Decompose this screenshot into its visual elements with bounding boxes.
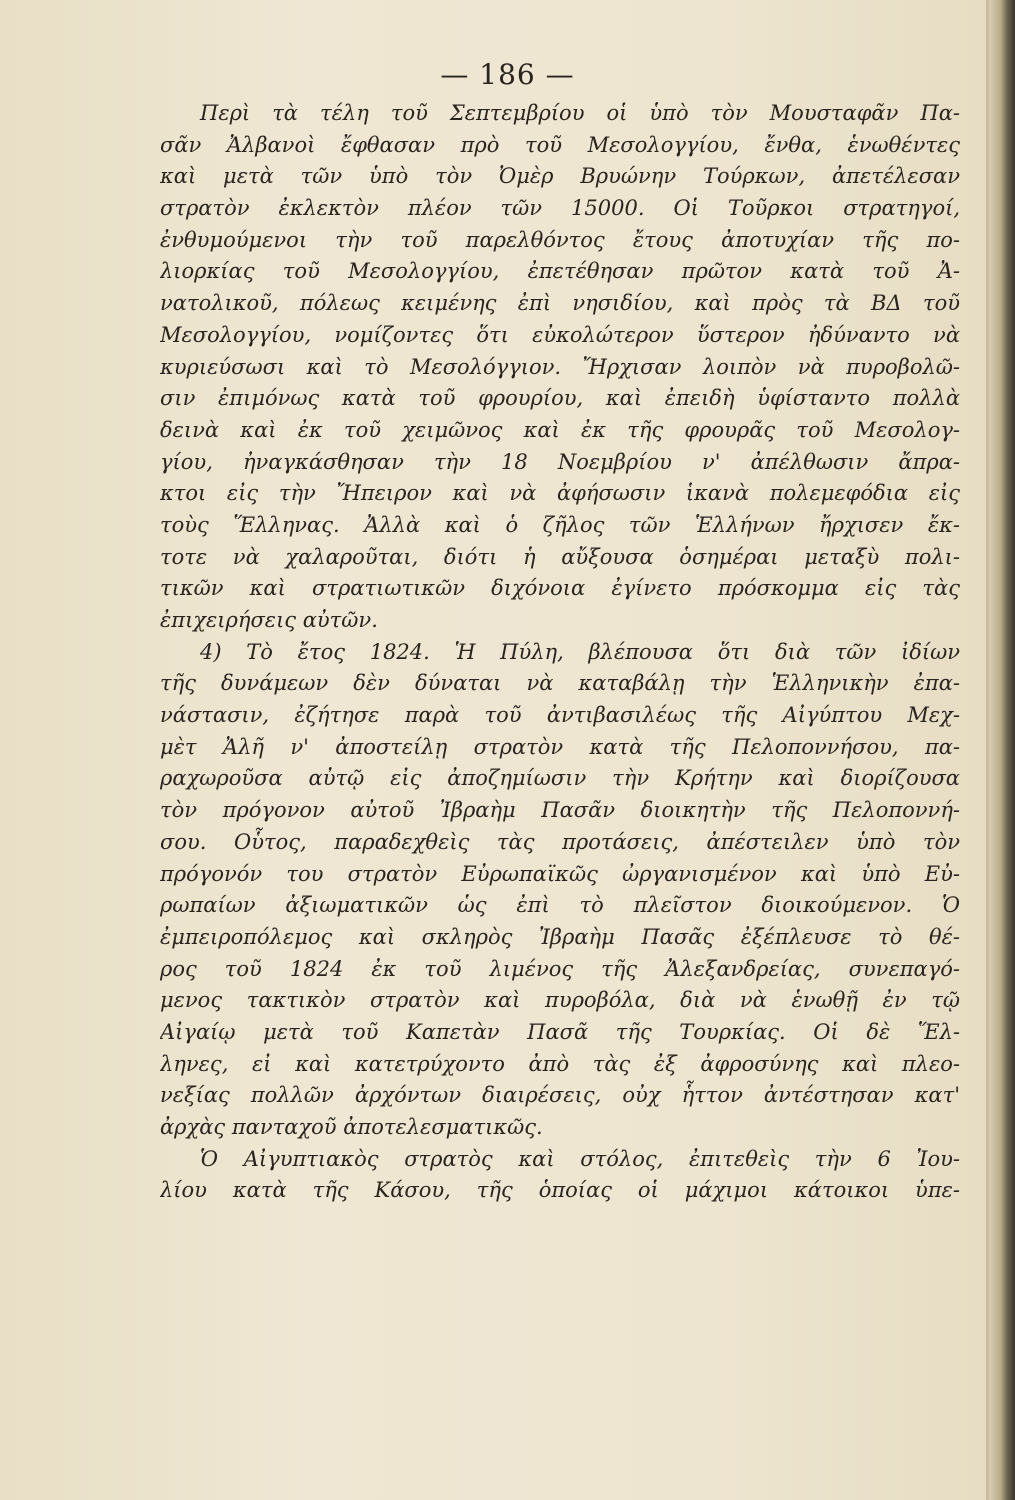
text-line: στρατὸν ἐκλεκτὸν πλέον τῶν 15000. Οἱ Τοῦρκοι στρατηγοί,	[160, 196, 960, 221]
text-line: κυριεύσωσι καὶ τὸ Μεσολόγγιον. Ἤρχισαν λοιπὸν νὰ πυροβολῶ-	[160, 354, 960, 379]
text-line: ἐπιχειρήσεις αὐτῶν.	[160, 608, 378, 632]
text-line: λιορκίας τοῦ Μεσολογγίου, ἐπετέθησαν πρῶτον κατὰ τοῦ Ἀ-	[160, 259, 960, 284]
text-line: Ὁ Αἰγυπτιακὸς στρατὸς καὶ στόλος, ἐπιτεθεὶς τὴν 6 Ἰου-	[200, 1146, 960, 1171]
text-line: ἐνθυμούμενοι τὴν τοῦ παρελθόντος ἔτους ἀποτυχίαν τῆς πο-	[160, 227, 960, 252]
text-line: νεξίας πολλῶν ἀρχόντων διαιρέσεις, οὐχ ἧττον ἀντέστησαν κατ'	[160, 1083, 960, 1108]
text-line: δεινὰ καὶ ἐκ τοῦ χειμῶνος καὶ ἐκ τῆς φρουρᾶς τοῦ Μεσολογ-	[160, 417, 960, 442]
text-line: τοτε νὰ χαλαροῦται, διότι ἡ αὔξουσα ὁσημέραι μεταξὺ πολι-	[160, 544, 960, 569]
text-line: 4) Τὸ ἔτος 1824. Ἡ Πύλη, βλέπουσα ὅτι διὰ τῶν ἰδίων	[200, 639, 960, 664]
text-line: σιν ἐπιμόνως κατὰ τοῦ φρουρίου, καὶ ἐπειδὴ ὑφίσταντο πολλὰ	[160, 386, 960, 411]
text-line: σᾶν Ἀλβανοὶ ἔφθασαν πρὸ τοῦ Μεσολογγίου, ἔνθα, ἑνωθέντες	[160, 132, 960, 157]
text-line: καὶ μετὰ τῶν ὑπὸ τὸν Ὀμὲρ Βρυώνην Τούρκων, ἀπετέλεσαν	[160, 164, 960, 189]
text-line: τικῶν καὶ στρατιωτικῶν διχόνοια ἐγίνετο πρόσκομμα εἰς τὰς	[160, 576, 960, 601]
text-line: γίου, ἠναγκάσθησαν τὴν 18 Νοεμβρίου ν' ἀπέλθωσιν ἄπρα-	[160, 449, 960, 474]
text-line: Αἰγαίῳ μετὰ τοῦ Καπετὰν Πασᾶ τῆς Τουρκίας. Οἱ δὲ Ἕλ-	[160, 1019, 960, 1044]
book-spine	[989, 0, 1015, 1500]
text-line: μενος τακτικὸν στρατὸν καὶ πυροβόλα, διὰ νὰ ἑνωθῇ ἐν τῷ	[160, 988, 960, 1013]
text-line: τῆς δυνάμεων δὲν δύναται νὰ καταβάλῃ τὴν Ἑλληνικὴν ἐπα-	[160, 671, 960, 696]
text-line: ἐμπειροπόλεμος καὶ σκληρὸς Ἰβραὴμ Πασᾶς ἐξέπλευσε τὸ θέ-	[160, 924, 960, 949]
text-line: Μεσολογγίου, νομίζοντες ὅτι εὐκολώτερον ὕστερον ἠδύναντο νὰ	[160, 322, 960, 347]
text-line: νατολικοῦ, πόλεως κειμένης ἐπὶ νησιδίου, καὶ πρὸς τὰ ΒΔ τοῦ	[160, 291, 960, 316]
text-line: λίου κατὰ τῆς Κάσου, τῆς ὁποίας οἱ μάχιμοι κάτοικοι ὑπε-	[160, 1178, 960, 1203]
text-line: μὲτ Ἀλῆ ν' ἀποστείλῃ στρατὸν κατὰ τῆς Πελοποννήσου, πα-	[160, 734, 960, 759]
text-line: ἀρχὰς πανταχοῦ ἀποτελεσματικῶς.	[160, 1115, 543, 1139]
text-line: ληνες, εἰ καὶ κατετρύχοντο ἀπὸ τὰς ἐξ ἀφροσύνης καὶ πλεο-	[160, 1051, 960, 1076]
text-line: πρόγονόν του στρατὸν Εὐρωπαϊκῶς ὠργανισμένον καὶ ὑπὸ Εὐ-	[160, 861, 960, 886]
text-line: νάστασιν, ἐζήτησε παρὰ τοῦ ἀντιβασιλέως τῆς Αἰγύπτου Μεχ-	[160, 703, 960, 728]
text-line: ραχωροῦσα αὐτῷ εἰς ἀποζημίωσιν τὴν Κρήτην καὶ διορίζουσα	[160, 766, 960, 791]
text-line: ρος τοῦ 1824 ἐκ τοῦ λιμένος τῆς Ἀλεξανδρείας, συνεπαγό-	[160, 956, 960, 981]
text-line: σου. Οὗτος, παραδεχθεὶς τὰς προτάσεις, ἀπέστειλεν ὑπὸ τὸν	[160, 829, 960, 854]
text-line: Περὶ τὰ τέλη τοῦ Σεπτεμβρίου οἱ ὑπὸ τὸν Μουσταφᾶν Πα-	[200, 101, 960, 125]
text-line: ρωπαίων ἀξιωματικῶν ὡς ἐπὶ τὸ πλεῖστον διοικούμενον. Ὁ	[160, 893, 960, 918]
text-line: τὸν πρόγονον αὐτοῦ Ἰβραὴμ Πασᾶν διοικητὴν τῆς Πελοποννή-	[160, 798, 960, 823]
page-number: — 186 —	[440, 58, 575, 91]
text-line: τοὺς Ἕλληνας. Ἀλλὰ καὶ ὁ ζῆλος τῶν Ἑλλήνων ἤρχισεν ἔκ-	[160, 512, 960, 537]
body-text	[160, 98, 960, 1207]
text-line: κτοι εἰς τὴν Ἤπειρον καὶ νὰ ἀφήσωσιν ἱκανὰ πολεμεφόδια εἰς	[160, 481, 960, 506]
